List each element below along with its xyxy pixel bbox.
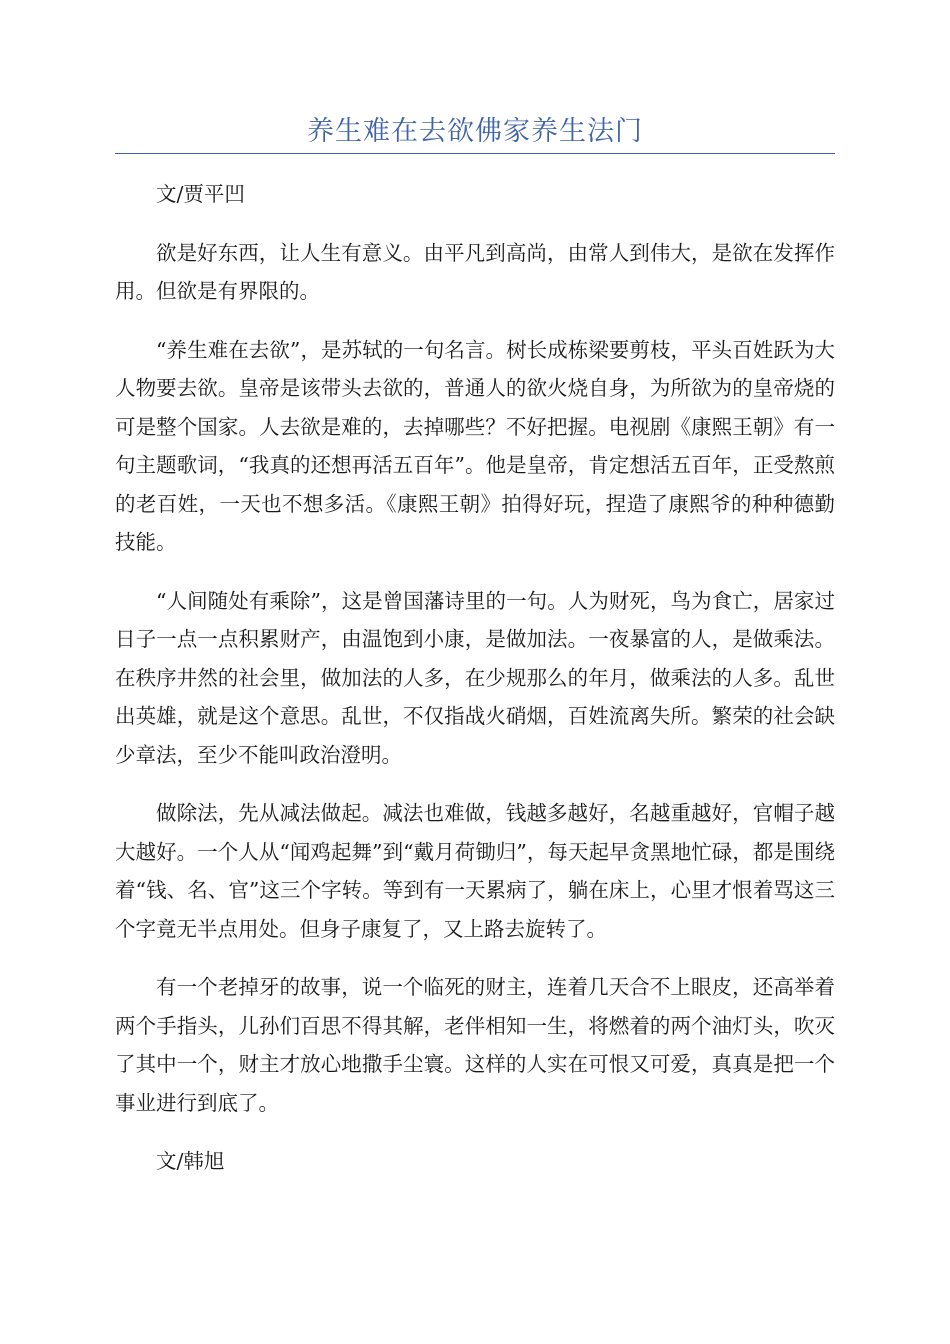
paragraph: 有一个老掉牙的故事，说一个临死的财主，连着几天合不上眼皮，还高举着两个手指头，儿孙们百思不得其解，老伴相知一生，将燃着的两个油灯头，吹灭了其中一个，财主才放心地撒手尘寰。这样的人实在可恨又可爱，真真是把一个事业进行到底了。 bbox=[115, 975, 835, 1115]
document-body bbox=[115, 175, 835, 1201]
paragraph: 欲是好东西，让人生有意义。由平凡到高尚，由常人到伟大，是欲在发挥作用。但欲是有界限的。 bbox=[115, 240, 835, 303]
paragraph: “养生难在去欲”，是苏轼的一句名言。树长成栋梁要剪枝，平头百姓跃为大人物要去欲。皇帝是该带头去欲的，普通人的欲火烧自身，为所欲为的皇帝烧的可是整个国家。人去欲是难的，去掉哪些？不好把握。电视剧《康熙王朝》有一句主题歌词，“我真的还想再活五百年”。他是皇帝，肯定想活五百年，正受熬煎的老百姓，一天也不想多活。《康熙王朝》拍得好玩，捏造了康熙爷的种种德勤技能。 bbox=[115, 337, 835, 554]
author-byline: 文/贾平凹 bbox=[156, 182, 245, 206]
title-underline bbox=[115, 153, 835, 154]
paragraph: 做除法，先从减法做起。减法也难做，钱越多越好，名越重越好，官帽子越大越好。一个人从“闻鸡起舞”到“戴月荷锄归”，每天起早贪黑地忙碌，都是围绕着“钱、名、官”这三个字转。等到有一天累病了，躺在床上，心里才恨着骂这三个字竟无半点用处。但身子康复了，又上路去旋转了。 bbox=[115, 801, 835, 941]
document-title: 养生难在去欲佛家养生法门 bbox=[307, 116, 643, 147]
paragraph: “人间随处有乘除”，这是曾国藩诗里的一句。人为财死，鸟为食亡，居家过日子一点一点积累财产，由温饱到小康，是做加法。一夜暴富的人，是做乘法。在秩序井然的社会里，做加法的人多，在少规那么的年月，做乘法的人多。乱世出英雄，就是这个意思。乱世，不仅指战火硝烟，百姓流离失所。繁荣的社会缺少章法，至少不能叫政治澄明。 bbox=[115, 588, 835, 767]
author-byline-second: 文/韩旭 bbox=[156, 1149, 225, 1173]
